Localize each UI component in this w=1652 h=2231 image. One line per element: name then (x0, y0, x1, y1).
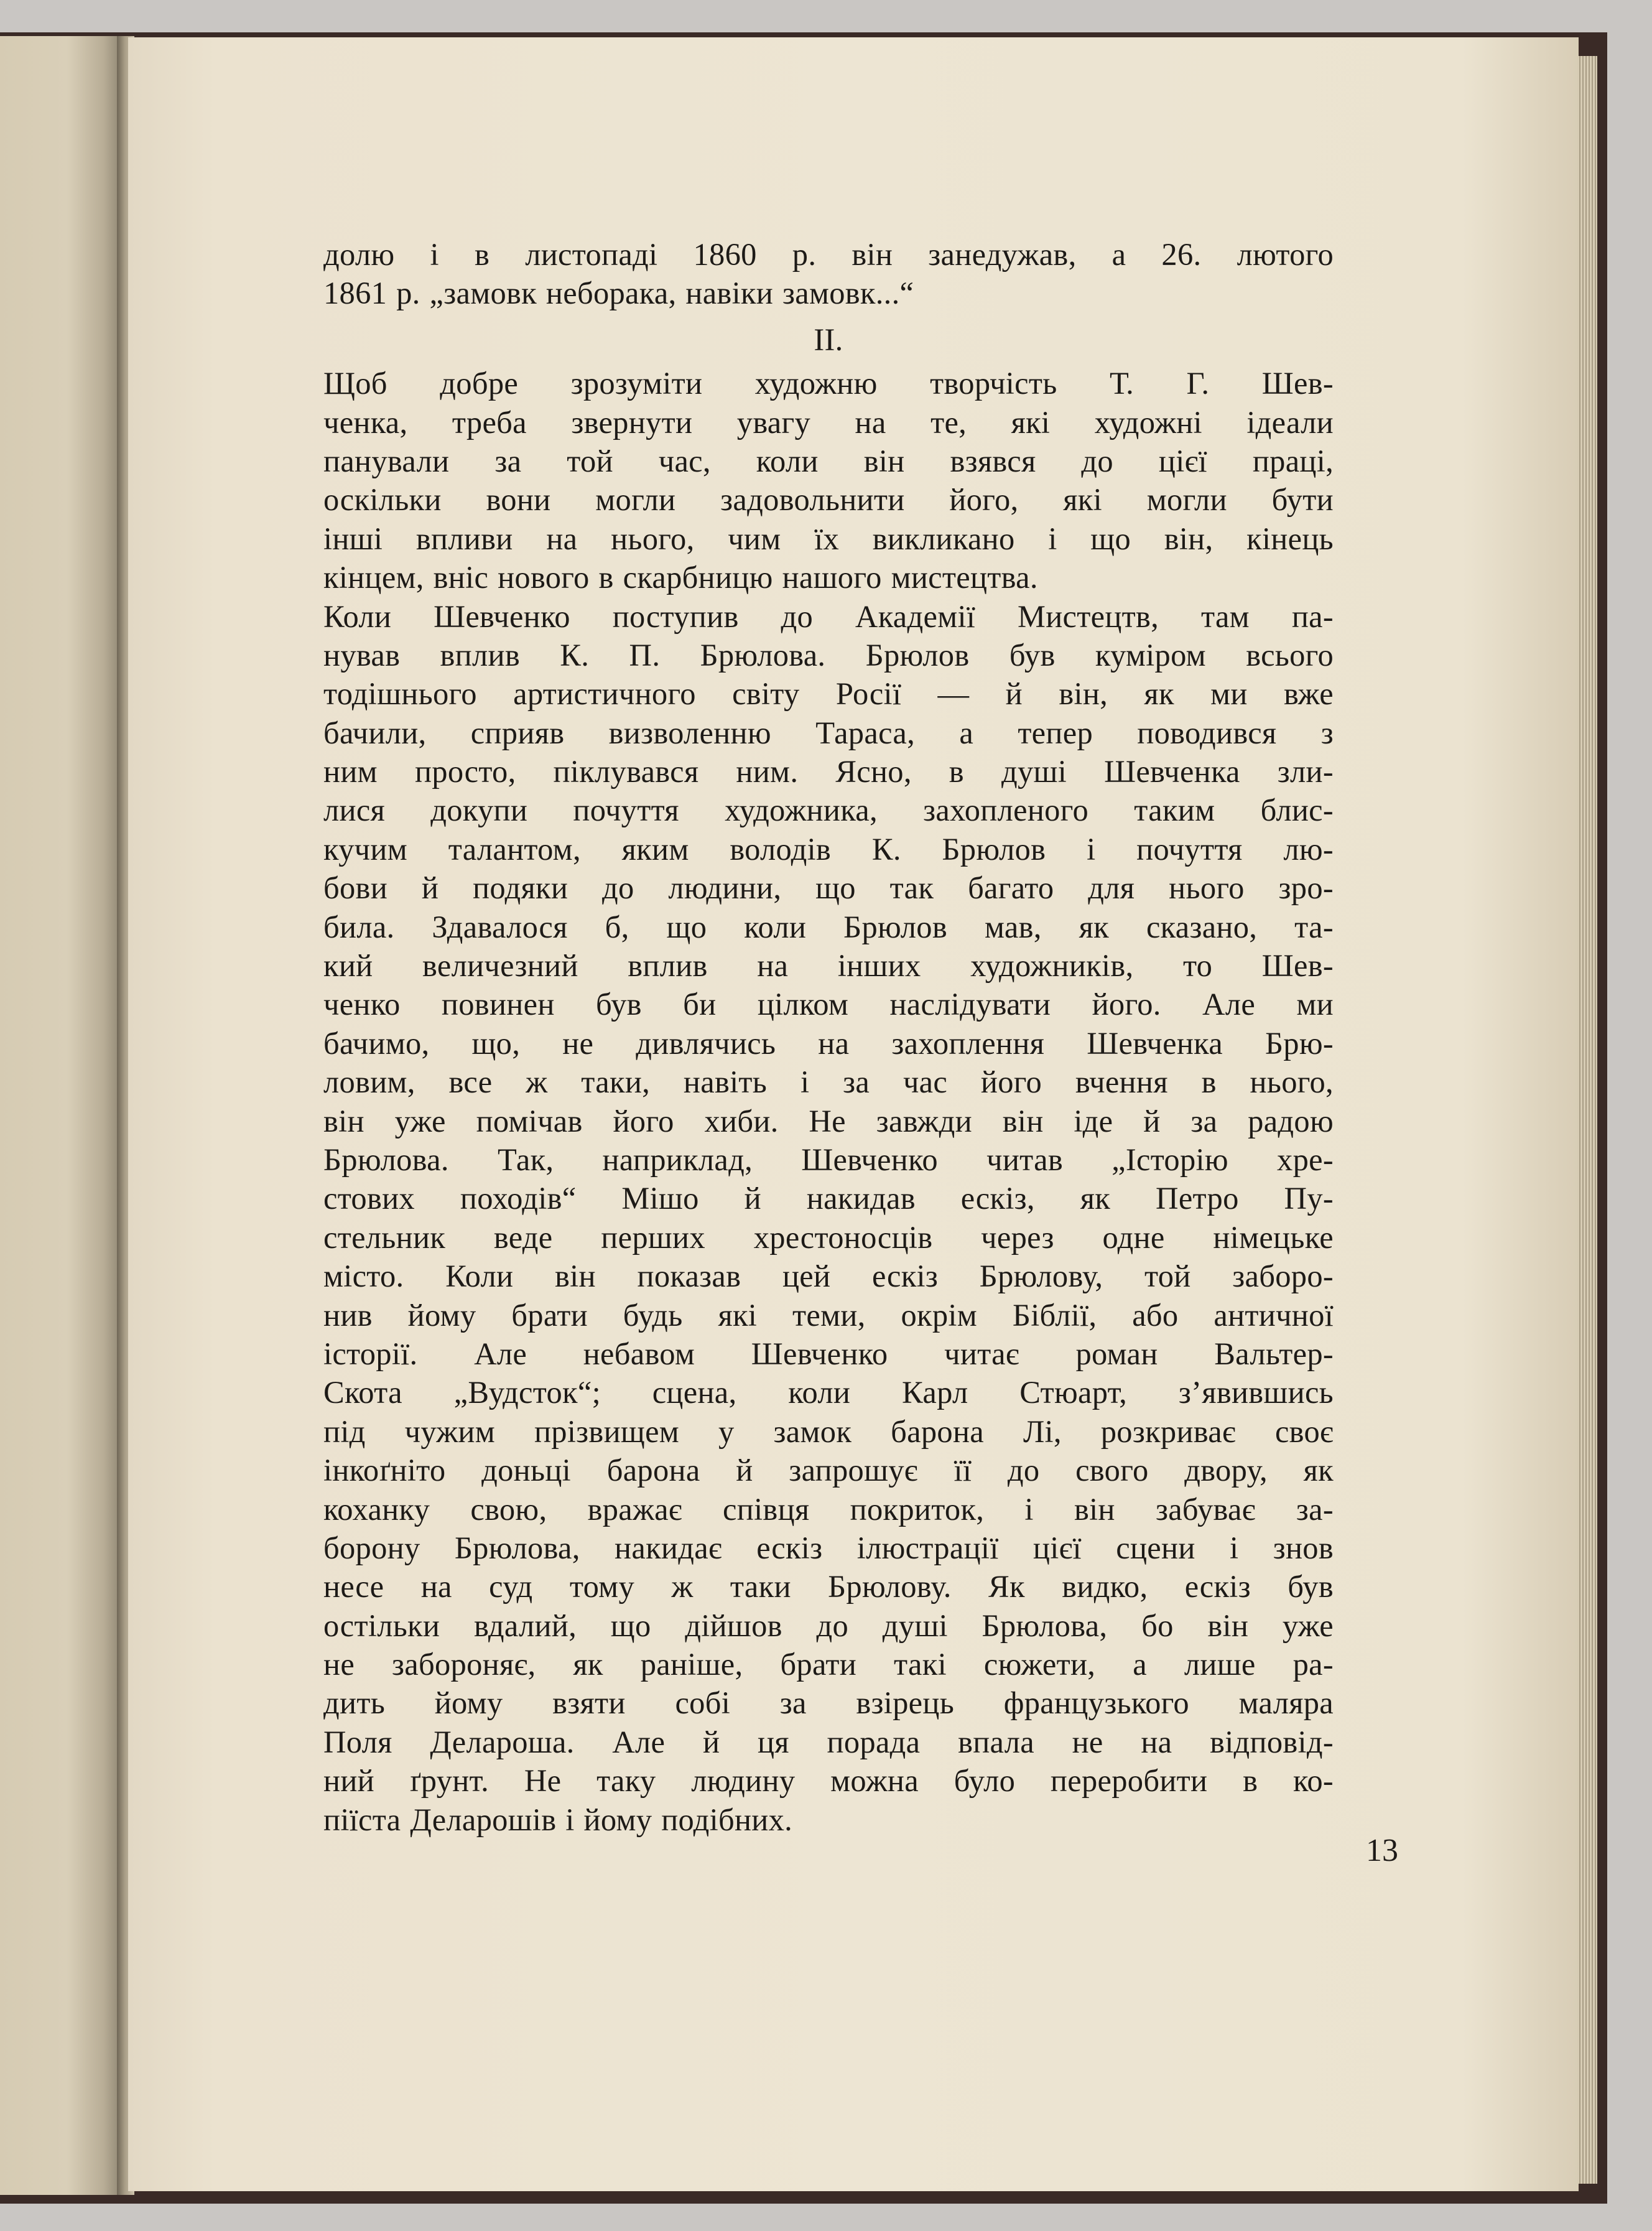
text-line: кінцем, вніс нового в скарбницю нашого мистецтва. (323, 560, 1038, 595)
left-page-edge (0, 36, 122, 2195)
text-line: долю і в листопаді 1860 р. він занедужав, а 26. лютого (323, 237, 1334, 272)
text-line: оскільки вони могли задовольнити його, які могли бути (323, 482, 1334, 518)
text-line: місто. Коли він показав цей ескіз Брюлову, той заборо- (323, 1259, 1334, 1294)
text-line: нував вплив К. П. Брюлова. Брюлов був куміром всього (323, 637, 1334, 673)
page-stack-edges (1577, 56, 1597, 2184)
text-line: стельник веде перших хрестоносців через одне німецьке (323, 1219, 1334, 1255)
text-line: несе на суд тому ж таки Брюлову. Як видко, ескіз був (323, 1569, 1334, 1605)
text-line: 1861 р. „замовк неборака, навіки замовк...“ (323, 276, 914, 311)
text-line: ченка, треба звернути увагу на те, які художні ідеали (323, 404, 1334, 440)
text-line: кий величезний вплив на інших художників, то Шев- (323, 948, 1334, 984)
text-line: била. Здавалося б, що коли Брюлов мав, як сказано, та- (323, 909, 1334, 944)
text-line: тодішнього артистичного світу Росії — й він, як ми вже (323, 676, 1334, 712)
text-line: ним просто, піклувався ним. Ясно, в душі Шевченка зли- (323, 754, 1334, 789)
text-line: він уже помічав його хиби. Не завжди він іде й за радою (323, 1103, 1334, 1139)
text-line: Щоб добре зрозуміти художню творчість Т. Г. Шев- (323, 366, 1334, 401)
text-line: стових походів“ Мішо й накидав ескіз, як Петро Пу- (323, 1181, 1334, 1216)
text-line: борону Брюлова, накидає ескіз ілюстрації цієї сцени і знов (323, 1530, 1334, 1565)
paragraph (323, 364, 1334, 597)
text-line: не забороняє, як раніше, брати такі сюжети, а лише ра- (323, 1647, 1334, 1682)
text-line: Поля Делароша. Але й ця порада впала не на відповід- (323, 1724, 1334, 1759)
text-line: лися докупи почуття художника, захопленого таким блис- (323, 793, 1334, 828)
text-line: ний ґрунт. Не таку людину можна було переробити в ко- (323, 1763, 1334, 1799)
text-line: під чужим прізвищем у замок барона Лі, розкриває своє (323, 1414, 1334, 1449)
text-line: бачили, сприяв визволенню Тараса, а тепер поводився з (323, 715, 1334, 750)
text-line: кучим талантом, яким володів К. Брюлов і почуття лю- (323, 831, 1334, 867)
text-line: Коли Шевченко поступив до Академії Мистецтв, там па- (323, 599, 1334, 634)
text-line: інші впливи на нього, чим їх викликано і що він, кінець (323, 521, 1334, 556)
text-line: панували за той час, коли він взявся до цієї праці, (323, 443, 1334, 478)
text-line: бови й подяки до людини, що так багато для нього зро- (323, 870, 1334, 906)
text-line: ченко повинен був би цілком наслідувати його. Але ми (323, 987, 1334, 1022)
text-line: історії. Але небавом Шевченко читає роман Вальтер- (323, 1336, 1334, 1371)
section-heading: II. (814, 322, 843, 357)
paragraph (323, 597, 1334, 1840)
text-line: дить йому взяти собі за взірець французького маляра (323, 1685, 1334, 1721)
text-line: бачимо, що, не дивлячись на захоплення Шевченка Брю- (323, 1025, 1334, 1061)
text-line: нив йому брати будь які теми, окрім Біблії, або античної (323, 1297, 1334, 1333)
text-line: коханку свою, вражає співця покриток, і він забуває за- (323, 1491, 1334, 1527)
text-line: остільки вдалий, що дійшов до душі Брюлова, бо він уже (323, 1608, 1334, 1643)
page-number: 13 (1366, 1833, 1398, 1868)
text-line: Скота „Вудсток“; сцена, коли Карл Стюарт, з’явившись (323, 1375, 1334, 1410)
text-line: піїста Деларошів і йому подібних. (323, 1802, 793, 1837)
text-line: інкоґніто доньці барона й запрошує її до свого двору, як (323, 1453, 1334, 1488)
text-line: ловим, все ж таки, навіть і за час його вчення в нього, (323, 1064, 1334, 1100)
body-text (323, 235, 1334, 1839)
text-line: Брюлова. Так, наприклад, Шевченко читав „Історію хре- (323, 1142, 1334, 1177)
